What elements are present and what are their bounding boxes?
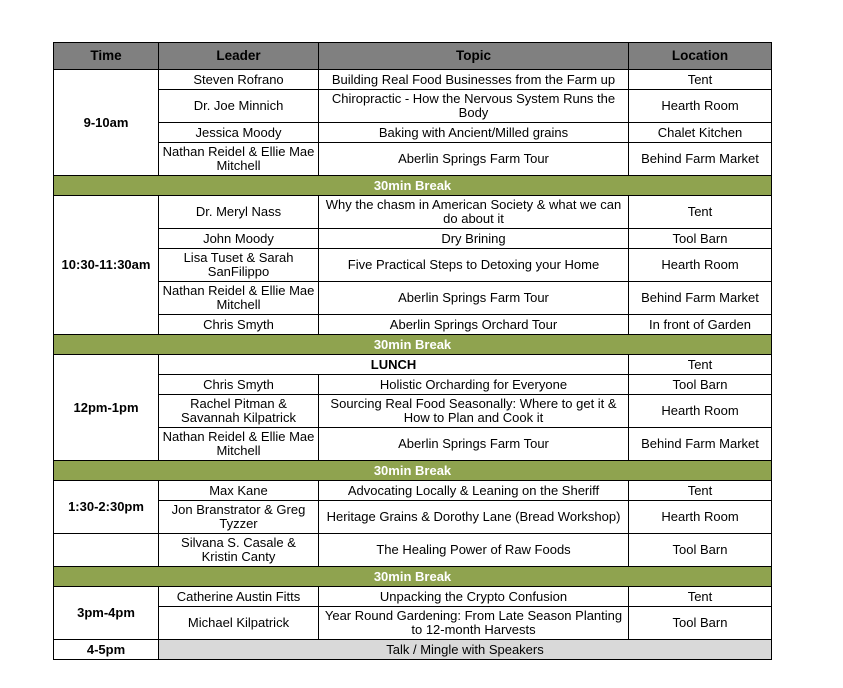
table-row [54,534,772,567]
topic-cell: Aberlin Springs Orchard Tour [319,315,629,335]
schedule-table [53,42,772,660]
location-cell: Behind Farm Market [629,282,772,315]
empty-time-cell [54,534,159,567]
topic-cell: Aberlin Springs Farm Tour [319,143,629,176]
table-row [54,249,772,282]
mingle-label: Talk / Mingle with Speakers [159,640,772,660]
location-cell: Tool Barn [629,607,772,640]
location-cell: In front of Garden [629,315,772,335]
location-cell: Behind Farm Market [629,143,772,176]
table-row [54,90,772,123]
time-slot: 12pm-1pm [54,355,159,461]
header-row [54,43,772,70]
location-cell: Tent [629,70,772,90]
header-leader: Leader [159,43,319,70]
topic-cell: Unpacking the Crypto Confusion [319,587,629,607]
break-row [54,567,772,587]
location-cell: Tent [629,587,772,607]
topic-cell: Advocating Locally & Leaning on the Sheriff [319,481,629,501]
location-cell: Hearth Room [629,395,772,428]
table-row [54,143,772,176]
location-cell: Chalet Kitchen [629,123,772,143]
break-label: 30min Break [54,567,772,587]
leader-cell: Catherine Austin Fitts [159,587,319,607]
location-cell: Tool Barn [629,375,772,395]
leader-cell: Nathan Reidel & Ellie Mae Mitchell [159,282,319,315]
table-row [54,428,772,461]
header-location: Location [629,43,772,70]
topic-cell: Building Real Food Businesses from the Farm up [319,70,629,90]
table-row [54,229,772,249]
leader-cell: Jessica Moody [159,123,319,143]
table-row [54,481,772,501]
header-topic: Topic [319,43,629,70]
location-cell: Tent [629,481,772,501]
topic-cell: Baking with Ancient/Milled grains [319,123,629,143]
break-label: 30min Break [54,335,772,355]
leader-cell: Nathan Reidel & Ellie Mae Mitchell [159,428,319,461]
table-row [54,70,772,90]
location-cell: Tool Barn [629,229,772,249]
table-row [54,607,772,640]
location-cell: Tool Barn [629,534,772,567]
lunch-row [54,355,772,375]
leader-cell: Dr. Meryl Nass [159,196,319,229]
time-slot: 10:30-11:30am [54,196,159,335]
break-label: 30min Break [54,461,772,481]
topic-cell: Five Practical Steps to Detoxing your Home [319,249,629,282]
leader-cell: Chris Smyth [159,315,319,335]
lunch-label: LUNCH [159,355,629,375]
topic-cell: The Healing Power of Raw Foods [319,534,629,567]
leader-cell: Steven Rofrano [159,70,319,90]
leader-cell: Lisa Tuset & Sarah SanFilippo [159,249,319,282]
leader-cell: Jon Branstrator & Greg Tyzzer [159,501,319,534]
topic-cell: Dry Brining [319,229,629,249]
break-row [54,461,772,481]
break-label: 30min Break [54,176,772,196]
table-row [54,123,772,143]
location-cell: Hearth Room [629,501,772,534]
table-row [54,196,772,229]
leader-cell: Max Kane [159,481,319,501]
topic-cell: Aberlin Springs Farm Tour [319,282,629,315]
time-slot: 9-10am [54,70,159,176]
time-slot: 4-5pm [54,640,159,660]
break-row [54,176,772,196]
table-row [54,501,772,534]
final-row [54,640,772,660]
location-cell: Hearth Room [629,249,772,282]
location-cell: Behind Farm Market [629,428,772,461]
table-row [54,315,772,335]
leader-cell: Chris Smyth [159,375,319,395]
leader-cell: Dr. Joe Minnich [159,90,319,123]
time-slot: 3pm-4pm [54,587,159,640]
topic-cell: Holistic Orcharding for Everyone [319,375,629,395]
topic-cell: Aberlin Springs Farm Tour [319,428,629,461]
header-time: Time [54,43,159,70]
leader-cell: Rachel Pitman & Savannah Kilpatrick [159,395,319,428]
leader-cell: Michael Kilpatrick [159,607,319,640]
topic-cell: Heritage Grains & Dorothy Lane (Bread Workshop) [319,501,629,534]
break-row [54,335,772,355]
table-row [54,395,772,428]
topic-cell: Year Round Gardening: From Late Season Planting to 12-month Harvests [319,607,629,640]
leader-cell: Nathan Reidel & Ellie Mae Mitchell [159,143,319,176]
table-row [54,282,772,315]
table-row [54,375,772,395]
location-cell: Tent [629,355,772,375]
leader-cell: John Moody [159,229,319,249]
topic-cell: Sourcing Real Food Seasonally: Where to get it & How to Plan and Cook it [319,395,629,428]
topic-cell: Chiropractic - How the Nervous System Runs the Body [319,90,629,123]
leader-cell: Silvana S. Casale & Kristin Canty [159,534,319,567]
table-row [54,587,772,607]
location-cell: Hearth Room [629,90,772,123]
location-cell: Tent [629,196,772,229]
time-slot: 1:30-2:30pm [54,481,159,534]
topic-cell: Why the chasm in American Society & what we can do about it [319,196,629,229]
